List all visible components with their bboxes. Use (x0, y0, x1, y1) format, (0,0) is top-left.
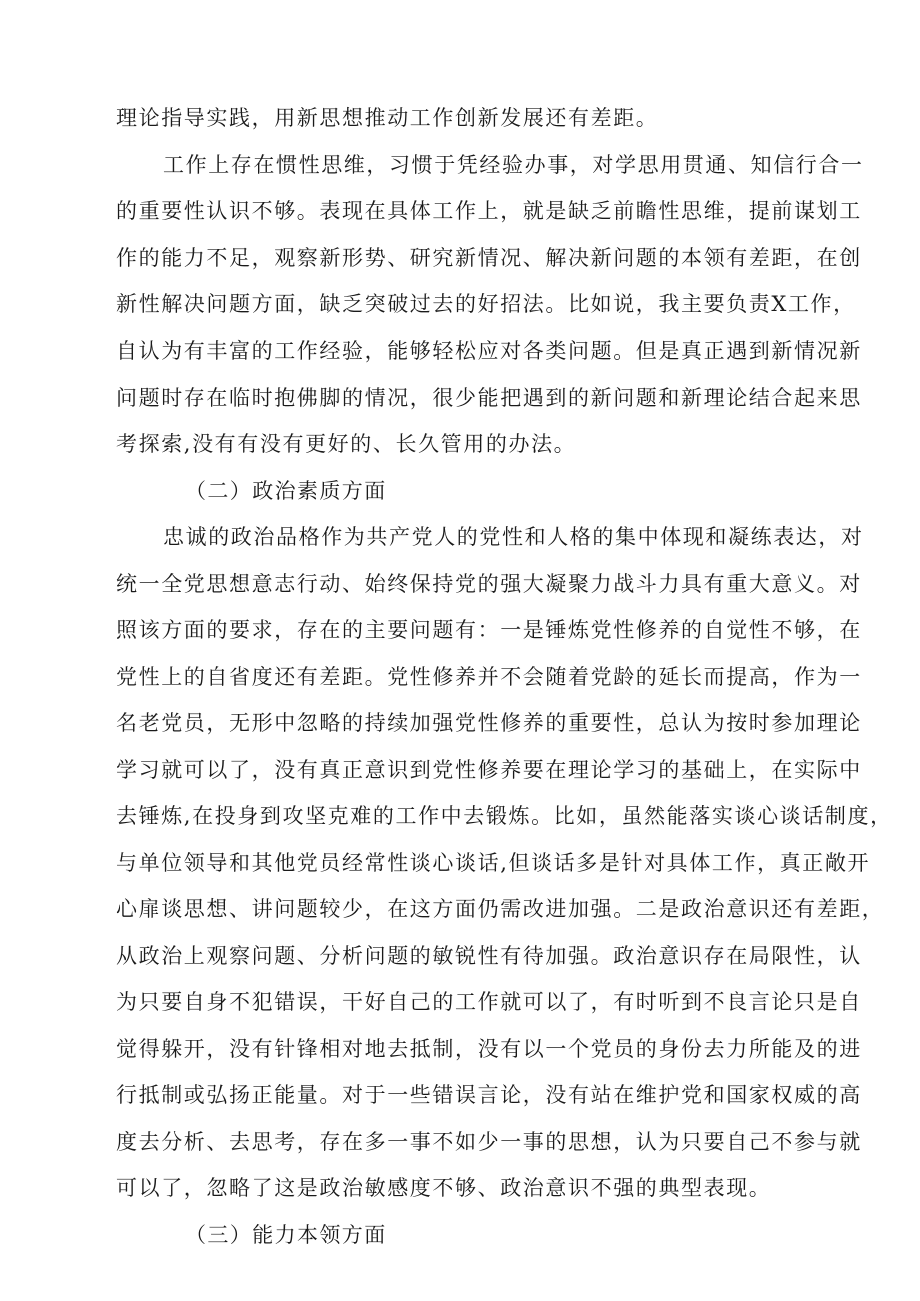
text-line: 与单位领导和其他党员经常性谈心谈话,但谈话多是针对具体工作，真正敞开 (116, 851, 871, 875)
text-line: 心扉谈思想、讲问题较少，在这方面仍需改进加强。二是政治意识还有差距， (116, 897, 885, 921)
text-line: 从政治上观察问题、分析问题的敏锐性有待加强。政治意识存在局限性，认 (116, 944, 862, 968)
text-line: 名老党员，无形中忽略的持续加强党性修养的重要性，总认为按时参加理论 (116, 711, 862, 735)
text-line: 可以了，忽略了这是政治敏感度不够、政治意识不强的典型表现。 (116, 1176, 772, 1200)
text-line: 考探索,没有有没有更好的、长久管用的办法。 (116, 432, 577, 456)
text-line: 党性上的自省度还有差距。党性修养并不会随着党龄的延长而提高，作为一 (116, 665, 862, 689)
paragraph-first-line: 忠诚的政治品格作为共产党人的党性和人格的集中体现和凝练表达，对 (163, 525, 864, 549)
text-line: 自认为有丰富的工作经验，能够轻松应对各类问题。但是真正遇到新情况新 (116, 339, 862, 363)
paragraph-first-line: 工作上存在惯性思维，习惯于凭经验办事，对学思用贯通、知信行合一 (163, 153, 864, 177)
text-line: 行抵制或弘扬正能量。对于一些错误言论，没有站在维护党和国家权威的高 (116, 1083, 862, 1107)
text-line: 的重要性认识不够。表现在具体工作上，就是缺乏前瞻性思维，提前谋划工 (116, 199, 862, 223)
text-line: 觉得躲开，没有针锋相对地去抵制，没有以一个党员的身份去力所能及的进 (116, 1037, 862, 1061)
text-line: 问题时存在临时抱佛脚的情况，很少能把遇到的新问题和新理论结合起来思 (116, 386, 862, 410)
text-line: 统一全党思想意志行动、始终保持党的强大凝聚力战斗力具有重大意义。对 (116, 572, 862, 596)
text-line: 照该方面的要求，存在的主要问题有：一是锤炼党性修养的自觉性不够，在 (116, 618, 862, 642)
text-line: 为只要自身不犯错误，干好自己的工作就可以了，有时听到不良言论只是自 (116, 990, 862, 1014)
section-heading: （二）政治素质方面 (185, 479, 387, 503)
section-heading: （三）能力本领方面 (185, 1223, 387, 1247)
text-line: 新性解决问题方面，缺乏突破过去的好招法。比如说，我主要负责X工作， (116, 292, 856, 316)
text-line: 学习就可以了，没有真正意识到党性修养要在理论学习的基础上，在实际中 (116, 758, 862, 782)
text-line: 理论指导实践，用新思想推动工作创新发展还有差距。 (116, 106, 659, 130)
text-line: 作的能力不足，观察新形势、研究新情况、解决新问题的本领有差距，在创 (116, 246, 862, 270)
text-line: 度去分析、去思考，存在多一事不如少一事的思想，认为只要自己不参与就 (116, 1130, 862, 1154)
text-line: 去锤炼,在投身到攻坚克难的工作中去锻炼。比如，虽然能落实谈心谈话制度， (116, 804, 893, 828)
